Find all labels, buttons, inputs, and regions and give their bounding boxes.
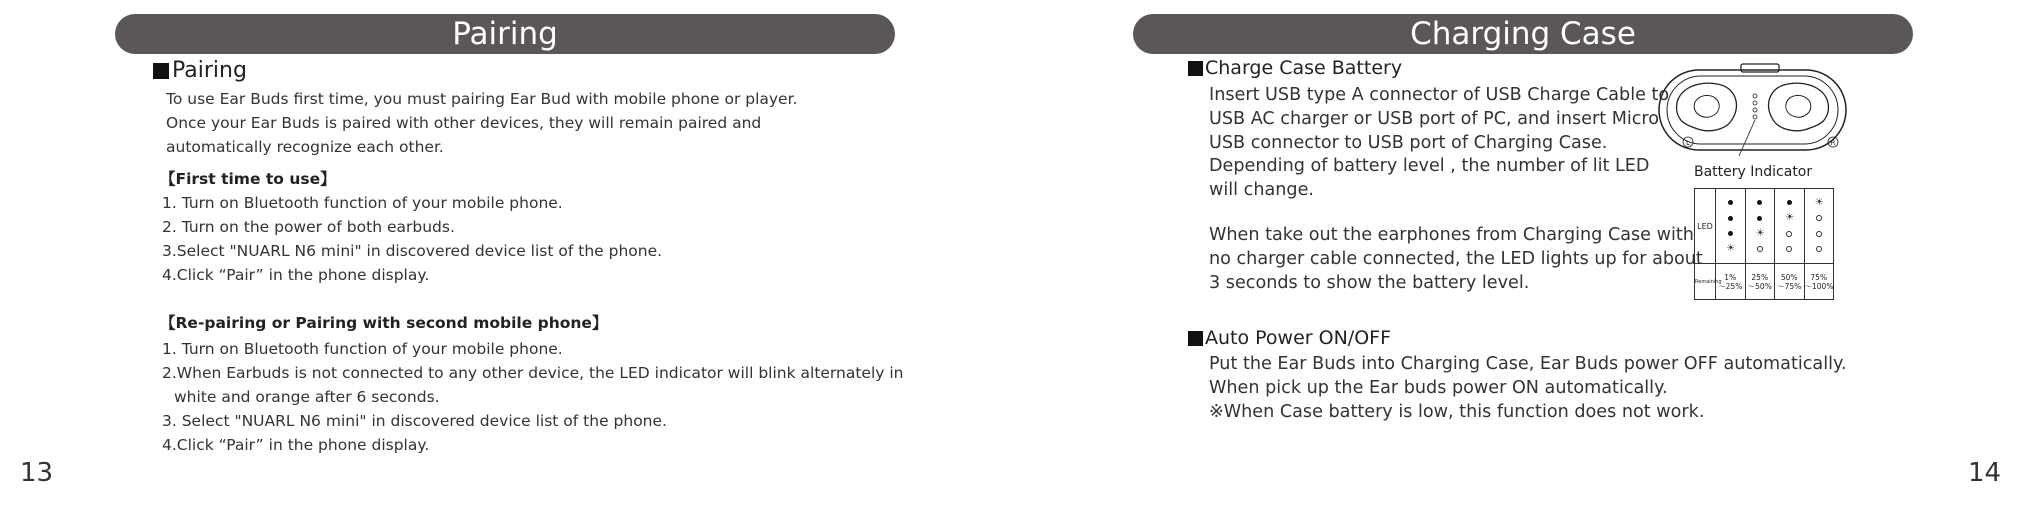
led-column bbox=[1745, 189, 1775, 264]
step-item: 2. Turn on the power of both earbuds. bbox=[162, 218, 455, 236]
right-earbud-cradle bbox=[1769, 83, 1829, 131]
battery-text-line: USB connector to USB port of Charging Case. bbox=[1209, 132, 1608, 153]
led-on-icon bbox=[1756, 199, 1764, 207]
pairing-intro bbox=[166, 87, 797, 159]
led-row-label: LED bbox=[1695, 189, 1716, 264]
case-led-indicators bbox=[1753, 94, 1757, 119]
led-on-icon bbox=[1785, 199, 1793, 207]
led-off-icon bbox=[1815, 245, 1823, 253]
takeout-text-line: no charger cable connected, the LED lights up for about bbox=[1209, 248, 1703, 269]
left-earbud-cradle bbox=[1677, 83, 1737, 131]
remaining-cell: 1% 〜25% bbox=[1716, 264, 1746, 300]
auto-power-description bbox=[1209, 353, 1846, 424]
led-off-icon bbox=[1815, 230, 1823, 238]
left-earbud-icon bbox=[1694, 95, 1719, 117]
step-item: 4.Click “Pair” in the phone display. bbox=[162, 436, 430, 454]
right-earbud-icon bbox=[1786, 95, 1811, 117]
step-item: 1. Turn on Bluetooth function of your mobile phone. bbox=[162, 340, 563, 358]
page-number-left: 13 bbox=[20, 458, 54, 488]
auto-power-title: Auto Power ON/OFF bbox=[1205, 327, 1392, 349]
battery-text-line: USB AC charger or USB port of PC, and insert Micro bbox=[1209, 108, 1660, 129]
first-time-heading: 【First time to use】 bbox=[160, 170, 336, 188]
led-column bbox=[1775, 189, 1805, 264]
step-item: 2.When Earbuds is not connected to any other device, the LED indicator will blink alternately in bbox=[162, 364, 904, 382]
led-on-icon bbox=[1756, 214, 1764, 222]
auto-power-line: Put the Ear Buds into Charging Case, Ear Buds power OFF automatically. bbox=[1209, 354, 1847, 374]
intro-line: Once your Ear Buds is paired with other devices, they will remain paired and bbox=[166, 114, 762, 132]
takeout-text-line: When take out the earphones from Charging Case with bbox=[1209, 225, 1694, 245]
led-off-icon bbox=[1815, 214, 1823, 222]
led-column bbox=[1804, 189, 1834, 264]
remaining-cell: 75% 〜100% bbox=[1804, 264, 1834, 300]
square-bullet-icon bbox=[1188, 331, 1203, 346]
auto-power-heading bbox=[1188, 327, 1391, 349]
step-item: white and orange after 6 seconds. bbox=[174, 388, 440, 406]
takeout-text-line: 3 seconds to show the battery level. bbox=[1209, 272, 1530, 293]
battery-instructions bbox=[1209, 84, 1669, 203]
step-item: 3. Select "NUARL N6 mini" in discovered device list of the phone. bbox=[162, 412, 667, 430]
led-blink-icon bbox=[1815, 199, 1823, 207]
battery-section-heading bbox=[1188, 57, 1402, 79]
charging-case-banner-title: Charging Case bbox=[1410, 16, 1636, 52]
repairing-heading: 【Re-pairing or Pairing with second mobile phone】 bbox=[160, 314, 608, 332]
led-blink-icon bbox=[1726, 245, 1734, 253]
step-item: 1. Turn on Bluetooth function of your mobile phone. bbox=[162, 194, 563, 212]
left-marker: L bbox=[1686, 139, 1690, 147]
remaining-cell: 50% 〜75% bbox=[1775, 264, 1805, 300]
battery-section-title: Charge Case Battery bbox=[1205, 57, 1403, 79]
led-on-icon bbox=[1726, 230, 1734, 238]
page-number-right: 14 bbox=[1968, 458, 2002, 488]
led-off-icon bbox=[1785, 230, 1793, 238]
battery-text-line: will change. bbox=[1209, 180, 1314, 201]
usb-port-icon bbox=[1741, 64, 1779, 72]
remaining-row-label: Remaining bbox=[1695, 264, 1716, 300]
first-time-steps bbox=[162, 191, 662, 287]
pairing-banner bbox=[115, 14, 895, 54]
step-item: 3.Select "NUARL N6 mini" in discovered device list of the phone. bbox=[162, 242, 663, 260]
pairing-section-title: Pairing bbox=[172, 58, 247, 83]
intro-line: automatically recognize each other. bbox=[166, 138, 444, 156]
led-off-icon bbox=[1756, 245, 1764, 253]
battery-indicator-label: Battery Indicator bbox=[1694, 164, 1813, 180]
battery-text-line: Depending of battery level , the number of lit LED bbox=[1209, 156, 1650, 177]
charging-case-illustration bbox=[1655, 62, 1850, 156]
pairing-banner-title: Pairing bbox=[452, 16, 558, 52]
led-on-icon bbox=[1726, 199, 1734, 207]
led-column bbox=[1716, 189, 1746, 264]
repairing-steps bbox=[162, 337, 904, 457]
takeout-instructions bbox=[1209, 224, 1703, 295]
remaining-row bbox=[1695, 264, 1834, 300]
step-item: 4.Click “Pair” in the phone display. bbox=[162, 266, 430, 284]
auto-power-line: When pick up the Ear buds power ON automatically. bbox=[1209, 377, 1668, 398]
led-off-icon bbox=[1785, 245, 1793, 253]
auto-power-line: ※When Case battery is low, this function does not work. bbox=[1209, 401, 1705, 422]
battery-level-table bbox=[1694, 188, 1834, 300]
led-on-icon bbox=[1726, 214, 1734, 222]
right-marker: R bbox=[1830, 139, 1836, 147]
led-blink-icon bbox=[1785, 214, 1793, 222]
led-blink-icon bbox=[1756, 230, 1764, 238]
square-bullet-icon bbox=[1188, 61, 1203, 76]
intro-line: To use Ear Buds first time, you must pairing Ear Bud with mobile phone or player. bbox=[166, 90, 798, 108]
remaining-cell: 25% 〜50% bbox=[1745, 264, 1775, 300]
pairing-section-heading bbox=[153, 58, 247, 83]
square-bullet-icon bbox=[153, 63, 169, 79]
case-outline bbox=[1659, 70, 1846, 150]
led-row bbox=[1695, 189, 1834, 264]
charging-case-banner bbox=[1133, 14, 1913, 54]
battery-text-line: Insert USB type A connector of USB Charge Cable to bbox=[1209, 85, 1670, 105]
